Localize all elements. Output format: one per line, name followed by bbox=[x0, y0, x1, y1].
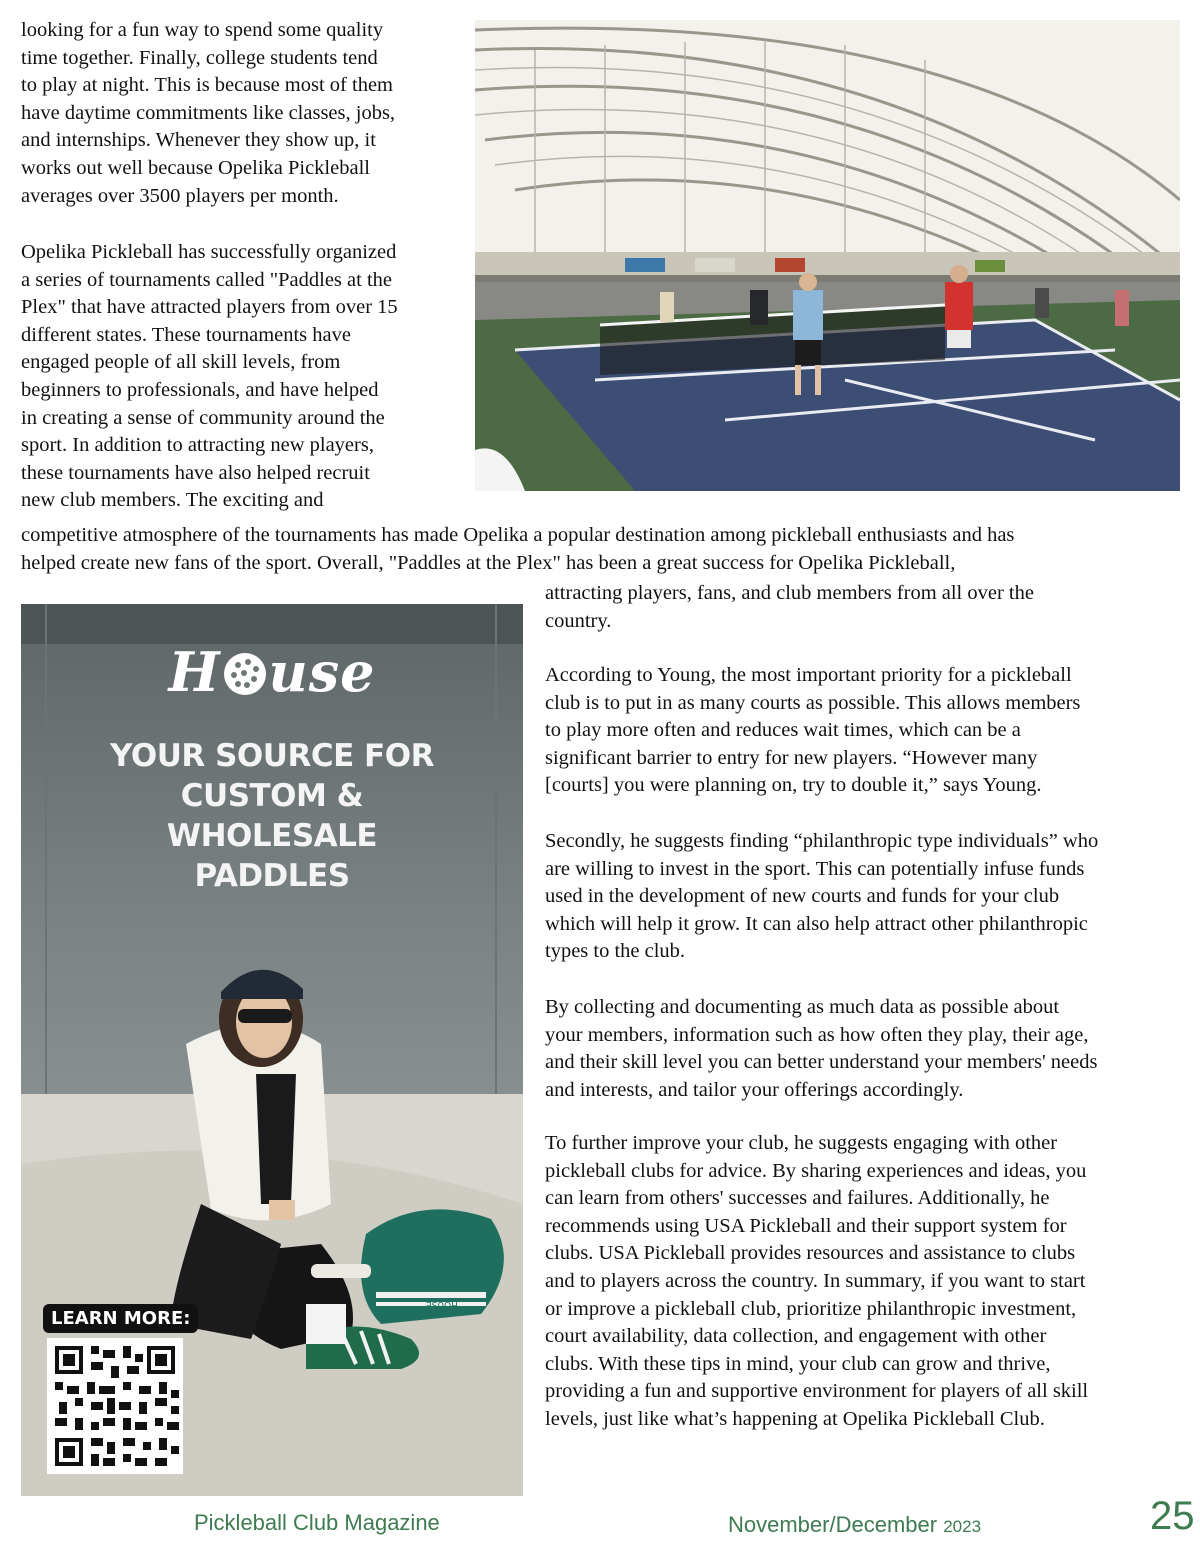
text-line: Plex" that have attracted players from over 15 bbox=[21, 296, 398, 319]
text-line: Secondly, he suggests finding “philanthropic type individuals” who bbox=[545, 830, 1099, 852]
text-line: looking for a fun way to spend some quality bbox=[21, 19, 384, 41]
indoor-pickleball-courts-photo bbox=[475, 20, 1180, 491]
footer-magazine-title: Pickleball Club Magazine bbox=[194, 1510, 440, 1535]
article-paragraph bbox=[545, 994, 1185, 1104]
footer-issue-year: 2023 bbox=[943, 1517, 982, 1536]
text-line: in creating a sense of community around the bbox=[21, 406, 385, 429]
text-line: averages over 3500 players per month. bbox=[21, 184, 339, 207]
text-line: engaged people of all skill levels, from bbox=[21, 351, 341, 374]
house-logo: H use bbox=[168, 640, 376, 704]
text-line: different states. These tournaments have bbox=[21, 323, 351, 346]
text-line: new club members. The exciting and bbox=[21, 489, 324, 512]
text-line: country. bbox=[545, 609, 612, 632]
text-line: and to players across the country. In summary, if you want to start bbox=[545, 1269, 1086, 1292]
pickleball-icon bbox=[224, 653, 266, 695]
text-line: competitive atmosphere of the tournaments has made Opelika a popular destination among pickleball enthusiasts and has bbox=[21, 524, 1015, 546]
text-line: helped create new fans of the sport. Overall, "Paddles at the Plex" has been a great success for Opelika Pickleball, bbox=[21, 552, 956, 574]
text-line: attracting players, fans, and club members from all over the bbox=[545, 582, 1034, 604]
article-paragraph bbox=[545, 1130, 1185, 1434]
text-line: types to the club. bbox=[545, 940, 686, 963]
text-line: sport. In addition to attracting new players, bbox=[21, 434, 374, 457]
text-line: levels, just like what’s happening at Opelika Pickleball Club. bbox=[545, 1407, 1045, 1430]
qr-code[interactable] bbox=[47, 1338, 183, 1474]
article-paragraph bbox=[21, 239, 461, 515]
text-line: court availability, data collection, and engagement with other bbox=[545, 1325, 1047, 1348]
text-line: works out well because Opelika Pickleball bbox=[21, 156, 370, 179]
text-line: clubs. USA Pickleball provides resources and assistance to clubs bbox=[545, 1242, 1076, 1265]
text-line: clubs. With these tips in mind, your club can grow and thrive, bbox=[545, 1352, 1051, 1375]
article-paragraph bbox=[545, 662, 1185, 800]
text-line: To further improve your club, he suggests engaging with other bbox=[545, 1132, 1058, 1154]
text-line: providing a fun and supportive environment for players of all skill bbox=[545, 1380, 1089, 1403]
text-line: can learn from others' successes and failures. Additionally, he bbox=[545, 1187, 1050, 1210]
text-line: significant barrier to entry for new players. “However many bbox=[545, 746, 1038, 769]
text-line: a series of tournaments called "Paddles at the bbox=[21, 268, 392, 291]
paddle-brand-label: HOUSE bbox=[426, 1299, 458, 1309]
article-paragraph bbox=[545, 828, 1185, 966]
footer-issue-months: November/December bbox=[728, 1512, 938, 1537]
text-line: your members, information such as how often they play, their age, bbox=[545, 1023, 1089, 1046]
house-paddles-advertisement[interactable] bbox=[21, 604, 523, 1496]
text-line: have daytime commitments like classes, jobs, bbox=[21, 101, 396, 124]
text-line: pickleball clubs for advice. By sharing experiences and ideas, you bbox=[545, 1159, 1087, 1182]
learn-more-label[interactable]: LEARN MORE: bbox=[43, 1304, 198, 1333]
text-line: Opelika Pickleball has successfully organized bbox=[21, 241, 397, 263]
text-line: and their skill level you can better understand your members' needs bbox=[545, 1051, 1098, 1074]
text-line: are willing to invest in the sport. This can potentially infuse funds bbox=[545, 857, 1085, 880]
text-line: used in the development of new courts and funds for your club bbox=[545, 885, 1060, 908]
article-paragraph bbox=[21, 17, 461, 210]
text-line: to play at night. This is because most of them bbox=[21, 74, 393, 97]
text-line: which will help it grow. It can also help attract other philanthropic bbox=[545, 912, 1088, 935]
text-line: to play more often and reduces wait times, which can be a bbox=[545, 719, 1021, 742]
ad-headline: YOUR SOURCE FOR CUSTOM & WHOLESALE PADDLES bbox=[110, 738, 434, 894]
text-line: these tournaments have also helped recruit bbox=[21, 461, 370, 484]
text-line: or improve a pickleball club, prioritize philanthropic investment, bbox=[545, 1297, 1077, 1320]
text-line: recommends using USA Pickleball and their support system for bbox=[545, 1214, 1067, 1237]
article-paragraph bbox=[545, 580, 1185, 635]
page-number: 25 bbox=[1150, 1494, 1195, 1538]
text-line: club is to put in as many courts as possible. This allows members bbox=[545, 691, 1081, 714]
text-line: and internships. Whenever they show up, it bbox=[21, 129, 376, 152]
text-line: According to Young, the most important priority for a pickleball bbox=[545, 664, 1072, 686]
text-line: time together. Finally, college students tend bbox=[21, 46, 378, 69]
text-line: By collecting and documenting as much data as possible about bbox=[545, 996, 1060, 1018]
text-line: beginners to professionals, and have helped bbox=[21, 378, 379, 401]
text-line: and interests, and tailor your offerings accordingly. bbox=[545, 1078, 964, 1101]
footer-issue-date bbox=[728, 1512, 981, 1538]
text-line: [courts] you were planning on, try to double it,” says Young. bbox=[545, 774, 1042, 797]
